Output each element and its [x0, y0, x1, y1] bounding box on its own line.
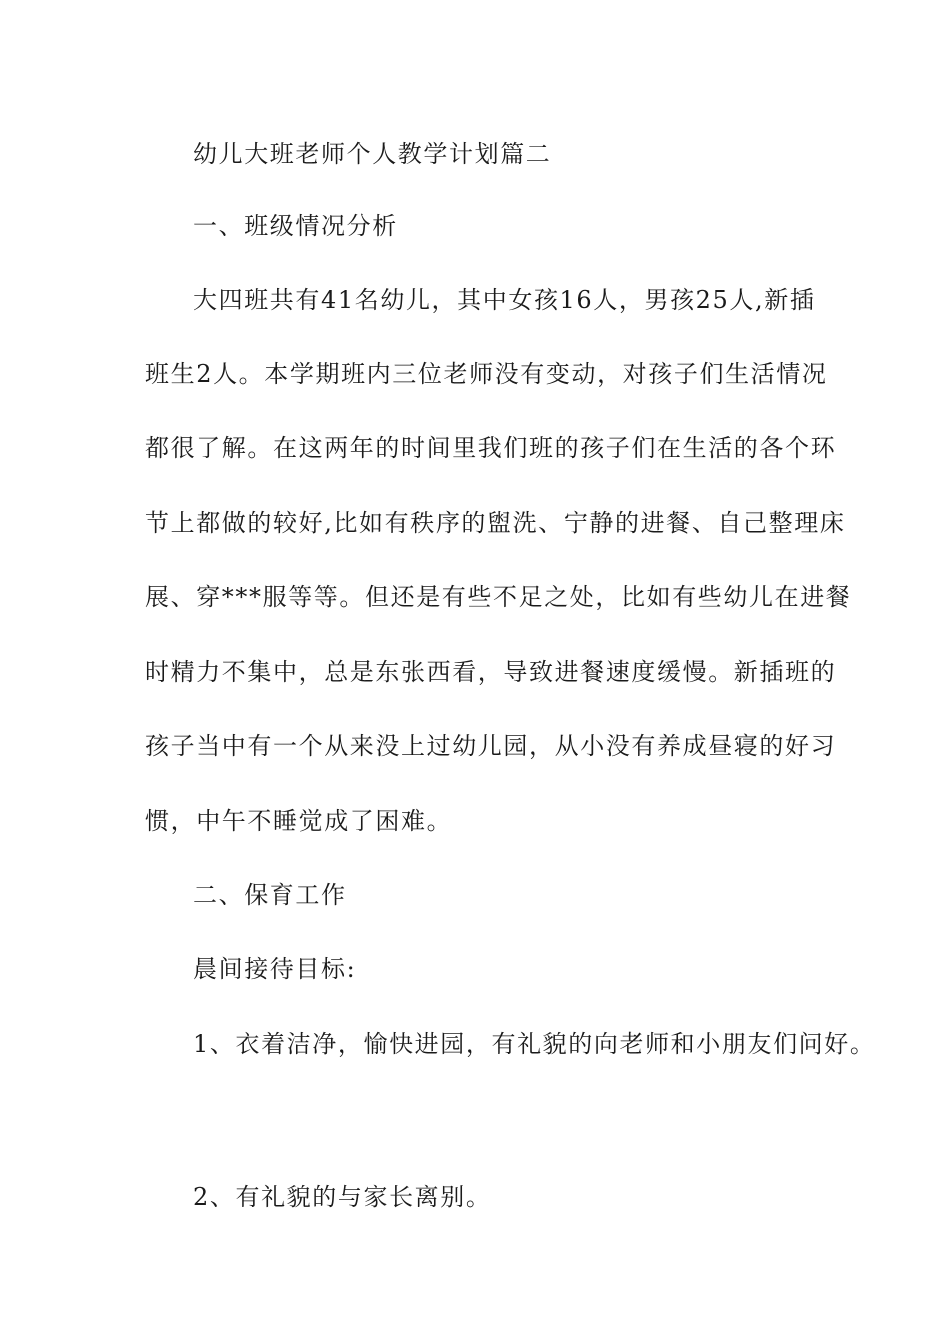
paragraph-line: 节上都做的较好,比如有秩序的盥洗、宁静的进餐、自己整理床	[145, 509, 846, 537]
list-item: 2、有礼貌的与家长离别。	[193, 1183, 492, 1211]
section-heading-care-work: 二、保育工作	[193, 881, 347, 909]
paragraph-line: 惯，中午不睡觉成了困难。	[145, 807, 453, 835]
paragraph-line: 展、穿***服等等。但还是有些不足之处，比如有些幼儿在进餐	[145, 583, 852, 611]
list-item: 1、衣着洁净，愉快进园，有礼貌的向老师和小朋友们问好。	[193, 1030, 876, 1058]
paragraph-line: 班生2人。本学期班内三位老师没有变动，对孩子们生活情况	[145, 360, 828, 388]
document-title: 幼儿大班老师个人教学计划篇二	[193, 140, 552, 168]
paragraph-line: 孩子当中有一个从来没上过幼儿园，从小没有养成昼寝的好习	[145, 732, 837, 760]
paragraph-line: 时精力不集中，总是东张西看，导致进餐速度缓慢。新插班的	[145, 658, 837, 686]
subheading-morning-reception: 晨间接待目标:	[193, 955, 357, 983]
paragraph-line: 都很了解。在这两年的时间里我们班的孩子们在生活的各个环	[145, 434, 837, 462]
section-heading-class-analysis: 一、班级情况分析	[193, 212, 398, 240]
paragraph-line: 大四班共有41名幼儿，其中女孩16人，男孩25人,新插	[193, 286, 816, 314]
